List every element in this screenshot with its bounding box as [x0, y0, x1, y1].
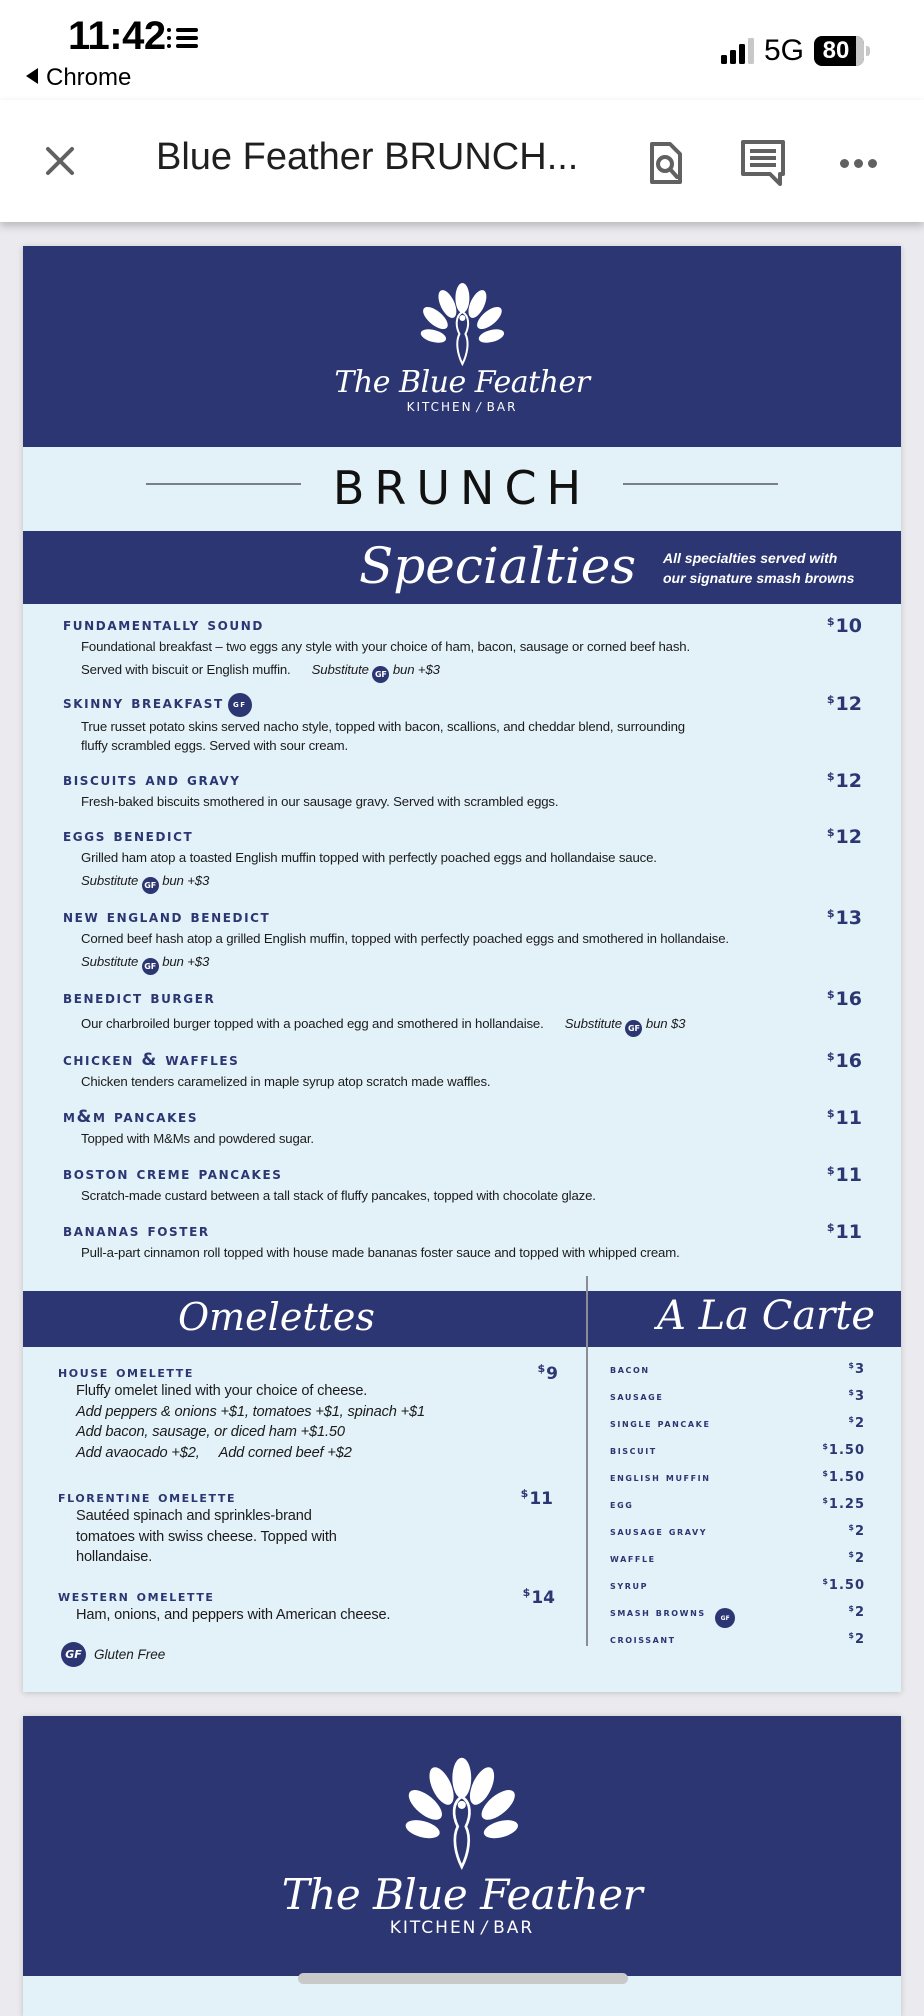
menu-header-banner	[23, 1716, 901, 1976]
battery-level: 80	[822, 37, 850, 64]
item-description: Foundational breakfast – two eggs any style with your choice of ham, bacon, sausage or corned beef hash. Served with biscuit or English muffin. Substitute GF bun +$3	[81, 635, 873, 683]
comment-icon[interactable]	[738, 138, 788, 188]
item-description: Topped with M&Ms and powdered sugar.	[81, 1131, 314, 1146]
brand-name: The Blue Feather	[281, 1870, 643, 1919]
status-bar	[0, 0, 924, 100]
document-search-icon[interactable]	[640, 138, 690, 188]
item-description: Pull-a-part cinnamon roll topped with house made bananas foster sauce and topped with whipped cream.	[81, 1245, 680, 1260]
item-description: Ham, onions, and peppers with American cheese.	[76, 1607, 391, 1623]
item-name: fundamentally sound	[63, 615, 264, 635]
item-price: $11	[826, 1221, 862, 1243]
item-name: m&m pancakes	[63, 1107, 199, 1127]
item-name: eggs benedict	[63, 826, 194, 846]
menu-item	[63, 615, 873, 683]
alacarte-item: waffle $2	[610, 1550, 865, 1566]
menu-page-2	[23, 1716, 901, 2016]
item-description: Scratch-made custard between a tall stack of fluffy pancakes, topped with chocolate glaze.	[81, 1188, 596, 1203]
peacock-icon	[404, 1754, 520, 1872]
item-price: $9	[537, 1362, 558, 1384]
alacarte-item: egg $1.25	[610, 1496, 865, 1512]
brand-name: The Blue Feather	[334, 365, 590, 400]
item-name: new england benedict	[63, 907, 271, 927]
menu-item	[63, 1164, 873, 1207]
menu-item	[63, 826, 873, 894]
status-time: 11:42	[68, 14, 166, 58]
alacarte-item: bacon $3	[610, 1361, 865, 1377]
omelette-item	[58, 1362, 558, 1463]
gluten-free-badge: gf	[715, 1608, 735, 1628]
menu-item	[63, 770, 873, 813]
item-price: $10	[826, 615, 862, 637]
alacarte-item: single pancake $2	[610, 1415, 865, 1431]
gluten-free-badge: GF	[61, 1642, 86, 1667]
alacarte-item: biscuit $1.50	[610, 1442, 865, 1458]
title-rule-right	[623, 483, 778, 485]
item-description: Sautéed spinach and sprinkles-brand tomatoes with swiss cheese. Topped with hollandaise.	[76, 1508, 337, 1565]
back-app-label: Chrome	[46, 64, 132, 91]
item-price: $11	[826, 1164, 862, 1186]
brand-logo	[334, 282, 589, 413]
item-name: skinny breakfast gf	[63, 693, 873, 717]
alacarte-item: croissant $2	[610, 1631, 865, 1647]
title-rule-left	[146, 483, 301, 485]
brand-logo	[282, 1754, 642, 1937]
alacarte-heading: A La Carte	[657, 1293, 876, 1339]
home-indicator[interactable]	[298, 1973, 628, 1984]
menu-header-banner	[23, 246, 901, 447]
menu-item	[63, 988, 873, 1037]
item-name: boston creme pancakes	[63, 1164, 283, 1184]
gluten-free-legend	[61, 1642, 165, 1667]
battery-icon	[814, 36, 870, 66]
menu-item	[63, 1050, 873, 1093]
column-divider	[586, 1276, 588, 1646]
omelettes-heading: Omelettes	[178, 1295, 375, 1339]
menu-item	[63, 693, 873, 755]
gluten-free-badge: GF	[372, 666, 389, 683]
network-type: 5G	[763, 34, 804, 67]
alacarte-item: english muffin $1.50	[610, 1469, 865, 1485]
omelette-item	[58, 1586, 558, 1626]
more-options-icon[interactable]	[840, 138, 890, 188]
item-price: $16	[826, 1050, 862, 1072]
alacarte-item: sausage gravy $2	[610, 1523, 865, 1539]
item-price: $11	[826, 1107, 862, 1129]
cellular-signal-icon	[721, 38, 754, 64]
item-price: $12	[826, 770, 862, 792]
item-price: $13	[826, 907, 862, 929]
item-name: western omelette	[58, 1586, 215, 1605]
back-to-app-link[interactable]	[26, 64, 131, 92]
item-description: Corned beef hash atop a grilled English muffin, topped with perfectly poached eggs and smothered in hollandaise. Substitute GF bun +$3	[81, 927, 873, 975]
menu-title: BRUNCH	[332, 461, 592, 515]
item-name: bananas foster	[63, 1221, 210, 1241]
close-icon[interactable]	[38, 140, 82, 184]
brand-subtitle: KITCHEN / BAR	[389, 1918, 535, 1938]
menu-item	[63, 1107, 873, 1150]
gluten-free-badge: GF	[142, 958, 159, 975]
specialties-note: All specialties served with our signature smash browns	[663, 550, 855, 586]
legend-label: Gluten Free	[94, 1647, 166, 1662]
item-description: Grilled ham atop a toasted English muffin topped with perfectly poached eggs and hollandaise sauce. Substitute GF bun +$3	[81, 846, 873, 894]
gluten-free-badge: GF	[625, 1020, 642, 1037]
item-description: Our charbroiled burger topped with a poached egg and smothered in hollandaise. Substitute GF bun $3	[81, 1012, 873, 1037]
omelettes-alacarte-header	[23, 1291, 901, 1347]
omelette-item	[58, 1487, 558, 1568]
item-price: $12	[826, 693, 862, 715]
page-title: Blue Feather BRUNCH...	[156, 136, 579, 178]
item-description: Fluffy omelet lined with your choice of cheese. Add peppers & onions +$1, tomatoes +$1, spinach +$1 Add bacon, sausage, or diced ham +$1.50 Add avaocado +$2, Add corned beef +$2	[76, 1383, 425, 1461]
item-name: chicken & waffles	[63, 1050, 240, 1070]
peacock-icon	[419, 282, 505, 366]
gluten-free-badge: gf	[228, 693, 252, 717]
item-name: florentine omelette	[58, 1487, 237, 1506]
item-name: benedict burger	[63, 988, 216, 1008]
browser-toolbar	[0, 100, 924, 222]
item-description: Fresh-baked biscuits smothered in our sausage gravy. Served with scrambled eggs.	[81, 794, 559, 809]
brand-subtitle: KITCHEN / BAR	[406, 400, 518, 414]
specialties-header	[23, 531, 901, 604]
menu-page-1	[23, 246, 901, 1692]
brunch-title-band	[23, 447, 901, 531]
item-description: True russet potato skins served nacho style, topped with bacon, scallions, and cheddar blend, surrounding fluffy scrambled eggs. Served with sour cream.	[81, 719, 685, 753]
item-name: house omelette	[58, 1362, 195, 1381]
item-price: $12	[826, 826, 862, 848]
alacarte-item: smash browns gf $2	[610, 1602, 865, 1629]
alacarte-item: syrup $1.50	[610, 1577, 865, 1593]
item-name: biscuits and gravy	[63, 770, 241, 790]
item-description: Chicken tenders caramelized in maple syrup atop scratch made waffles.	[81, 1074, 491, 1089]
menu-item	[63, 1221, 873, 1264]
list-icon	[167, 26, 199, 50]
gluten-free-badge: GF	[142, 877, 159, 894]
back-triangle-icon	[26, 68, 38, 84]
menu-item	[63, 907, 873, 975]
alacarte-item: sausage $3	[610, 1388, 865, 1404]
item-price: $11	[520, 1487, 553, 1509]
specialties-heading: Specialties	[359, 537, 636, 595]
item-price: $16	[826, 988, 862, 1010]
item-price: $14	[522, 1586, 555, 1608]
